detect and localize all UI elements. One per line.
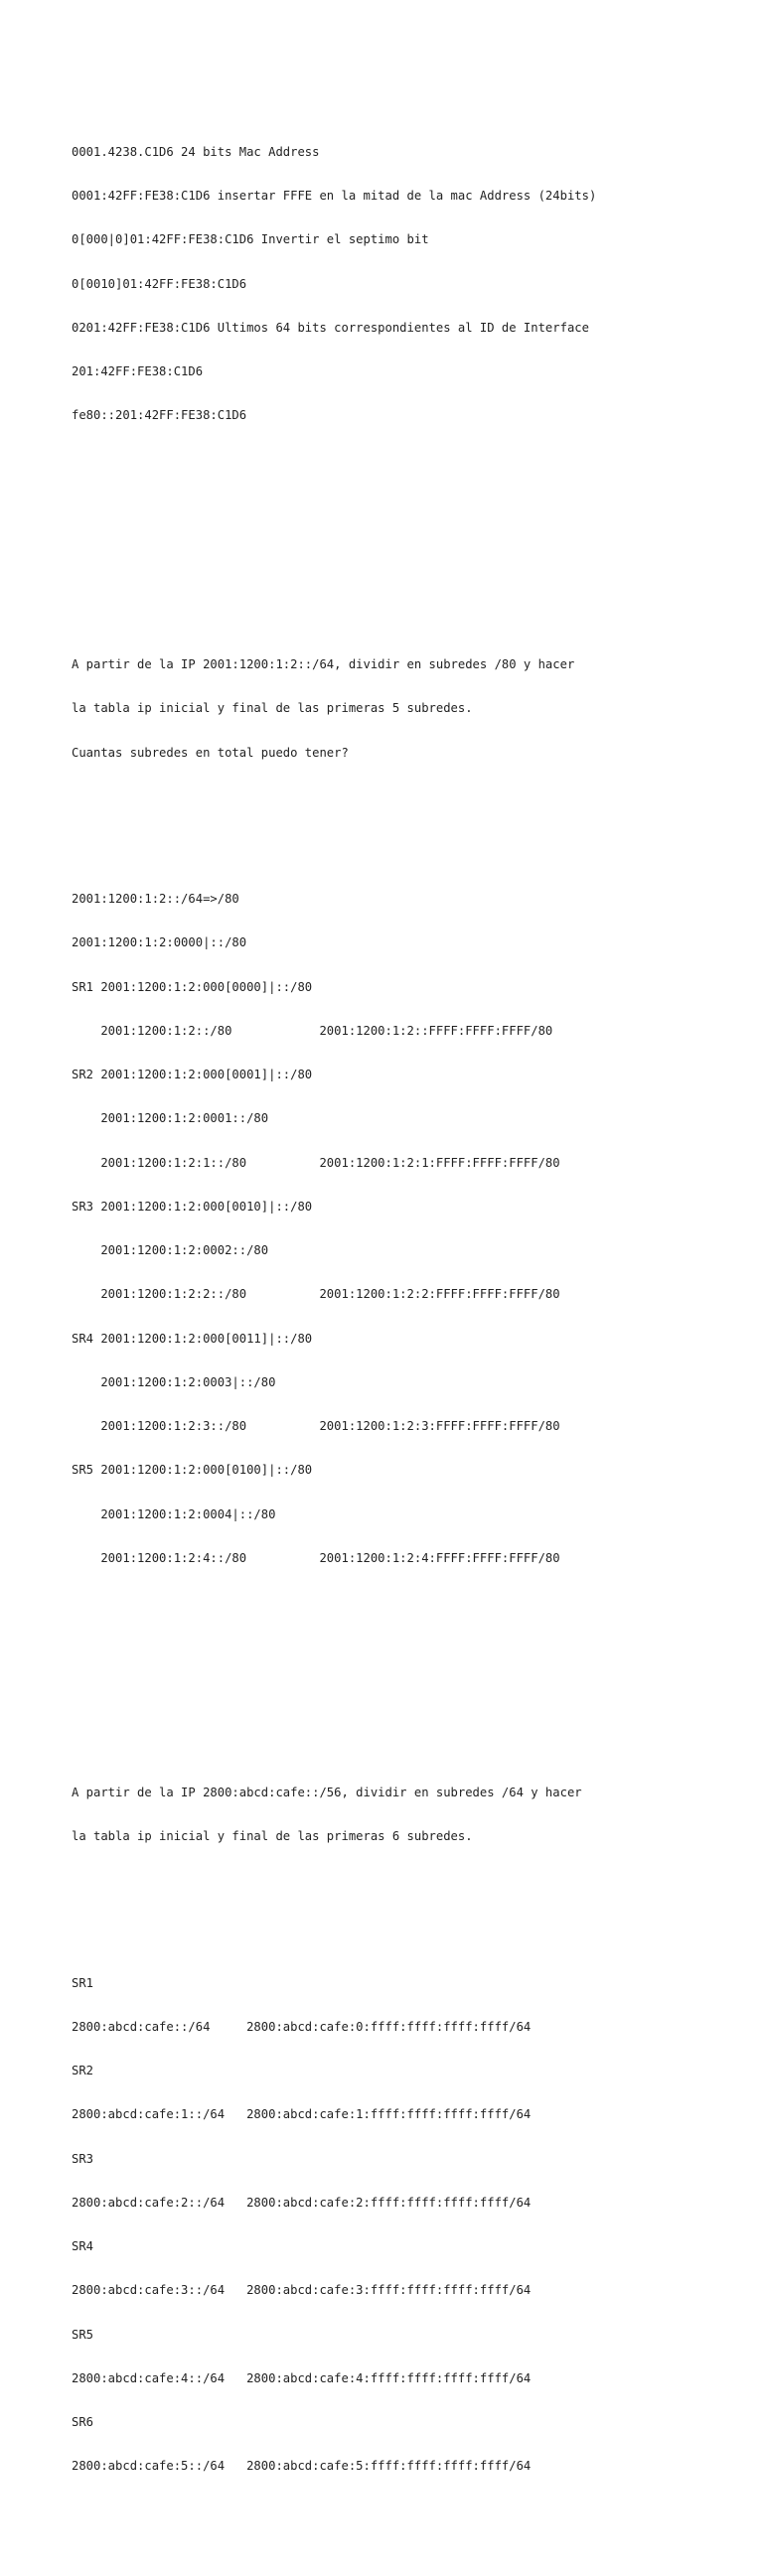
work-line: 2001:1200:1:2:0000|::/80	[72, 935, 247, 950]
work-line: 2001:1200:1:2:0004|::/80	[72, 1506, 276, 1521]
question-line: la tabla ip inicial y final de las primeras 6 subredes.	[72, 1829, 473, 1843]
blank-line	[72, 1668, 727, 1683]
work-line: SR4	[72, 2239, 94, 2253]
question-line: A partir de la IP 2001:1200:1:2::/64, dividir en subredes /80 y hacer	[72, 657, 575, 671]
work-line: SR1	[72, 1975, 94, 1990]
text-line: 0201:42FF:FE38:C1D6 Ultimos 64 bits correspondientes al ID de Interface	[72, 320, 589, 335]
work-line: 2001:1200:1:2::/80 2001:1200:1:2::FFFF:FFFF:FFFF/80	[72, 1023, 553, 1038]
work-line: 2001:1200:1:2:4::/80 2001:1200:1:2:4:FFFF:FFFF:FFFF/80	[72, 1550, 560, 1565]
blank-line	[72, 818, 727, 833]
text-line: 0001.4238.C1D6 24 bits Mac Address	[72, 144, 320, 159]
question-line: A partir de la IP 2800:abcd:cafe::/56, dividir en subredes /64 y hacer	[72, 1785, 582, 1799]
work-line: 2800:abcd:cafe:3::/64 2800:abcd:cafe:3:ffff:ffff:ffff:ffff/64	[72, 2283, 532, 2298]
work-line: 2001:1200:1:2:2::/80 2001:1200:1:2:2:FFFF:FFFF:FFFF/80	[72, 1287, 560, 1302]
work-line: 2001:1200:1:2:0002::/80	[72, 1243, 269, 1257]
work-line: 2001:1200:1:2:0003|::/80	[72, 1374, 276, 1389]
subnet-80-question	[72, 629, 727, 789]
text-line: 0[000|0]01:42FF:FE38:C1D6 Invertir el septimo bit	[72, 232, 429, 247]
work-line: 2001:1200:1:2:3::/80 2001:1200:1:2:3:FFFF:FFFF:FFFF/80	[72, 1419, 560, 1433]
work-line: 2800:abcd:cafe::/64 2800:abcd:cafe:0:ffff:ffff:ffff:ffff/64	[72, 2019, 532, 2034]
text-line: 0001:42FF:FE38:C1D6 insertar FFFE en la mitad de la mac Address (24bits)	[72, 189, 597, 203]
work-line: SR3 2001:1200:1:2:000[0010]|::/80	[72, 1199, 313, 1214]
subnet-64-question	[72, 1756, 727, 1873]
question-line: Cuantas subredes en total puedo tener?	[72, 745, 349, 760]
work-line: 2800:abcd:cafe:1::/64 2800:abcd:cafe:1:ffff:ffff:ffff:ffff/64	[72, 2107, 532, 2122]
work-line: 2800:abcd:cafe:4::/64 2800:abcd:cafe:4:ffff:ffff:ffff:ffff/64	[72, 2370, 532, 2385]
subnet-80-section	[72, 599, 727, 1625]
work-line: 2001:1200:1:2:0001::/80	[72, 1111, 269, 1126]
blank-line	[72, 1903, 727, 1918]
work-line: SR5	[72, 2327, 94, 2342]
blank-line	[72, 540, 727, 555]
subnet-80-work	[72, 863, 727, 1596]
subnet-64-work	[72, 1946, 727, 2504]
subnet-64-section	[72, 1727, 727, 2532]
text-line: fe80::201:42FF:FE38:C1D6	[72, 408, 247, 423]
work-line: SR3	[72, 2151, 94, 2166]
text-line: 201:42FF:FE38:C1D6	[72, 364, 204, 378]
work-line: SR2	[72, 2064, 94, 2077]
mac-conversion-section	[72, 115, 727, 452]
work-line: 2001:1200:1:2:1::/80 2001:1200:1:2:1:FFFF:FFFF:FFFF/80	[72, 1155, 560, 1170]
document-body	[72, 72, 727, 2576]
text-line: 0[0010]01:42FF:FE38:C1D6	[72, 276, 247, 291]
question-line: la tabla ip inicial y final de las primeras 5 subredes.	[72, 701, 473, 716]
work-line: 2800:abcd:cafe:5::/64 2800:abcd:cafe:5:ffff:ffff:ffff:ffff/64	[72, 2459, 532, 2474]
work-line: SR4 2001:1200:1:2:000[0011]|::/80	[72, 1331, 313, 1346]
blank-line	[72, 497, 727, 511]
work-line: SR2 2001:1200:1:2:000[0001]|::/80	[72, 1068, 313, 1081]
work-line: 2001:1200:1:2::/64=>/80	[72, 892, 239, 906]
work-line: SR5 2001:1200:1:2:000[0100]|::/80	[72, 1463, 313, 1478]
work-line: SR6	[72, 2415, 94, 2429]
work-line: SR1 2001:1200:1:2:000[0000]|::/80	[72, 979, 313, 994]
work-line: 2800:abcd:cafe:2::/64 2800:abcd:cafe:2:ffff:ffff:ffff:ffff/64	[72, 2195, 532, 2210]
